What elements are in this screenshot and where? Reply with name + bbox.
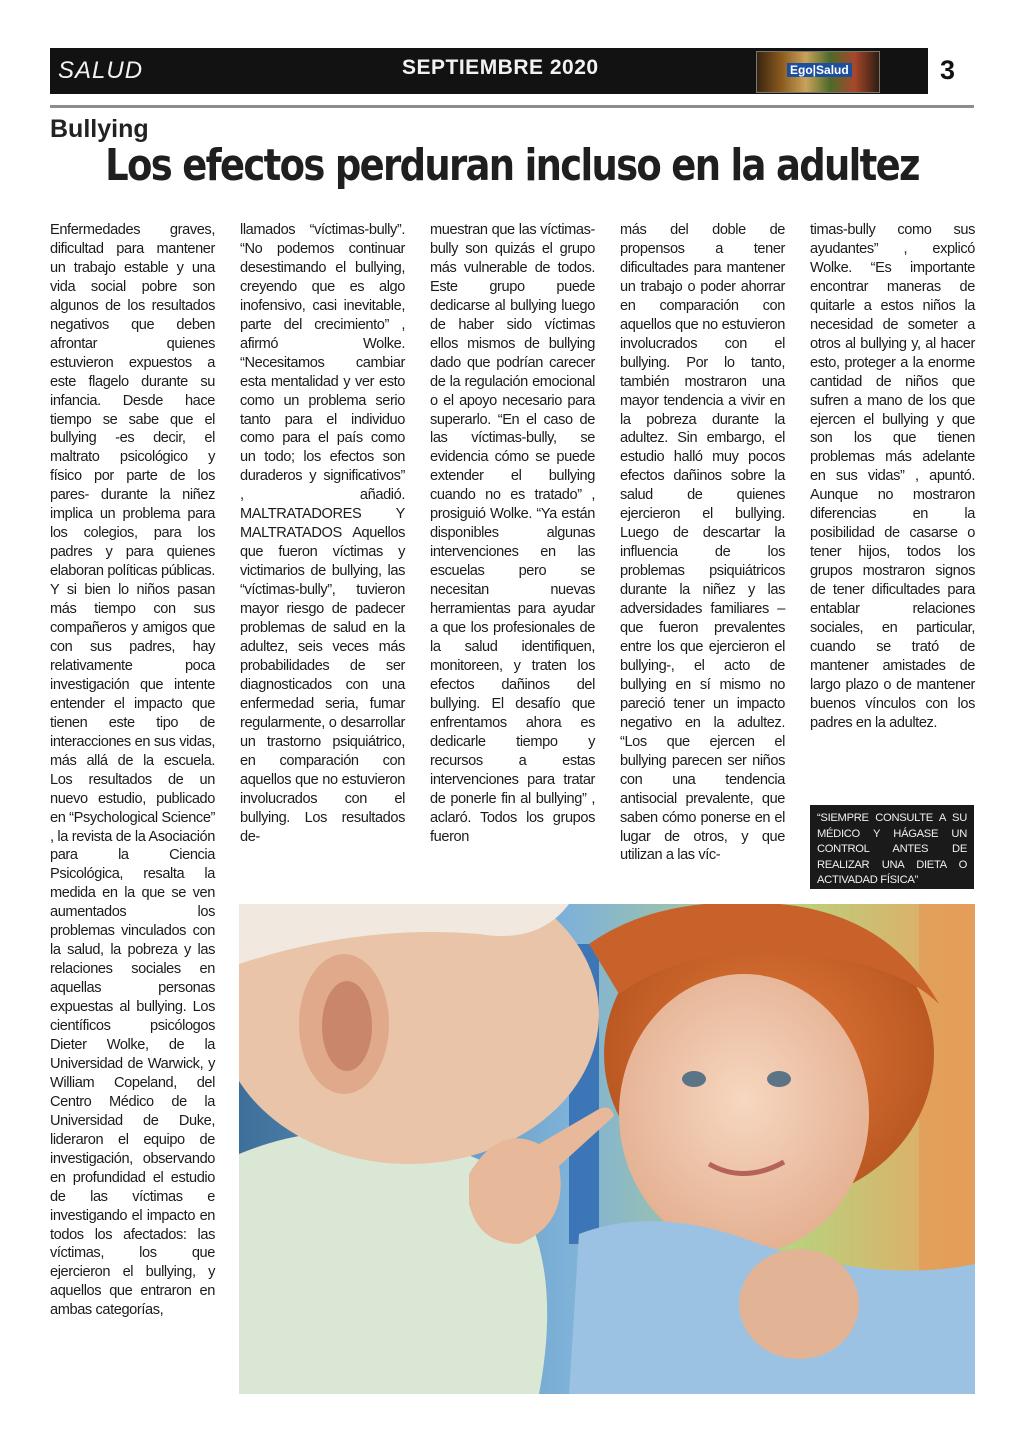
article-kicker: Bullying	[50, 115, 149, 143]
logo-text: Ego|Salud	[787, 63, 852, 77]
article-column-2: llamados “víctimas-bully”. “No podemos continuar desestimando el bullying, creyendo que es algo inofensivo, casi inevitable, parte del crecimiento” , afirmó Wolke. “Necesitamos cambiar esta mentalidad y ver esto como un problema serio tanto para el individuo como para el país como un todo; los efectos son duraderos y significativos” , añadió. MALTRATADORES Y MALTRATADOS Aquellos que fueron víctimas y victimarios de bullying, las “víctimas-bully”, tuvieron mayor riesgo de padecer problemas de salud en la adultez, seis veces más probabilidades de ser diagnosticados con una enfermedad seria, fumar regularmente, o desarrollar un trastorno psiquiátrico, en comparación con aquellos que no estuvieron involucrados con el bullying. Los resultados de-	[240, 222, 405, 845]
article-column-4: más del doble de propensos a tener dificultades para mantener un trabajo o poder ahorrar en comparación con aquellos que no estuvieron involucrados con el bullying. Por lo tanto, también mostraron una mayor tendencia a vivir en la pobreza durante la adultez. Sin embargo, el estudio halló muy pocos efectos dañinos sobre la salud de quienes ejercieron el bullying. Luego de descartar la influencia de los problemas psiquiátricos durante la niñez y las adversidades familiares –que fueron prevalentes entre los que ejercieron el bullying-, el acto de bullying en sí mismo no pareció tener un impacto negativo en la adultez. “Los que ejercen el bullying parecen ser niños con una tendencia antisocial prevalente, que saben cómo ponerse en el lugar de otros, y que utilizan a las víc-	[620, 222, 785, 864]
ego-salud-logo	[756, 51, 880, 93]
section-title: SALUD	[58, 57, 144, 84]
header-rule	[50, 105, 974, 108]
issue-date: SEPTIEMBRE 2020	[402, 56, 599, 79]
article-column-3: muestran que las víctimas-bully son quizás el grupo más vulnerable de todos. Este grupo puede dedicarse al bullying luego de haber sido víctimas ellos mismos de bullying dado que podrían carecer de la regulación emocional o el apoyo necesario para superarlo. “En el caso de las víctimas-bully, se evidencia cómo se puede extender el bullying cuando no es tratado” , prosiguió Wolke. “Ya están disponibles algunas intervenciones en las escuelas pero se necesitan nuevas herramientas para ayudar a que los profesionales de la salud identifiquen, monitoreen, y traten los efectos dañinos del bullying. El desafío que enfrentamos ahora es dedicarle tiempo y recursos a estas intervenciones para tratar de ponerle fin al bullying” , aclaró. Todos los grupos fueron	[430, 222, 595, 845]
article-column-5: timas-bully como sus ayudantes” , explicó Wolke. “Es importante encontrar maneras de quitarle a estos niños la necesidad de someter a otros al bullying y, al hacer esto, proteger a la enorme cantidad de niños que sufren a mano de los que ejercen el bullying y que son los que tienen problemas más adelante en sus vidas” , apuntó. Aunque no mostraron diferencias en la posibilidad de casarse o tener hijos, todos los grupos mostraron signos de tener dificultades para entablar relaciones sociales, en particular, cuando se trató de mantener amistades de largo plazo o de mantener buenos vínculos con los padres en la adultez.	[810, 222, 975, 731]
page-number: 3	[940, 55, 956, 85]
article-headline: Los efectos perduran incluso en la adultez	[105, 140, 919, 191]
article-photo	[239, 904, 975, 1394]
health-disclaimer-box: “SIEMPRE CONSULTE A SU MÉDICO Y HÁGASE UN CONTROL ANTES DE REALIZAR UNA DIETA O ACTIVADAD FÍSICA”	[810, 805, 974, 889]
header-bar	[50, 48, 974, 94]
children-photo-illustration	[239, 904, 975, 1394]
article-column-1: Enfermedades graves, dificultad para mantener un trabajo estable y una vida social pobre son algunos de los resultados negativos que deben afrontar quienes estuvieron expuestos a este flagelo durante su infancia. Desde hace tiempo se sabe que el bullying -es decir, el maltrato psicológico y físico por parte de los pares- durante la niñez implica un problema para los colegios, para los padres y para quienes elaboran políticas públicas. Y si bien lo niños pasan más tiempo con sus compañeros y amigos que con sus padres, hay relativamente poca investigación que intente entender el impacto que tienen este tipo de interacciones en sus vidas, más allá de la escuela. Los resultados de un nuevo estudio, publicado en “Psychological Science” , la revista de la Asociación para la Ciencia Psicológica, resalta la medida en la que se ven aumentados los problemas vinculados con la salud, la pobreza y las relaciones sociales en aquellas personas expuestas al bullying. Los científicos psicólogos Dieter Wolke, de la Universidad de Warwick, y William Copeland, del Centro Médico de la Universidad de Duke, lideraron el equipo de investigación, observando en profundidad el estudio de las víctimas e investigando el impacto en todos los afectados: las víctimas, los que ejercieron el bullying, y aquellos que entraron en ambas categorías,	[50, 222, 215, 1319]
